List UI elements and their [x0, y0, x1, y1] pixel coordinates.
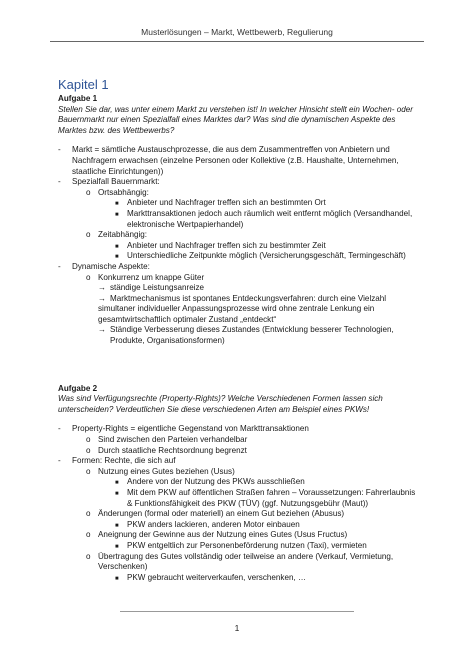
- bullet-marker: ■: [115, 243, 119, 250]
- list-item: [58, 283, 420, 294]
- list-item-text: ständige Leistungsanreize: [110, 283, 205, 293]
- list-item-text: Andere von der Nutzung des PKWs ausschließen: [127, 477, 305, 487]
- list-item-text: Sind zwischen den Parteien verhandelbar: [98, 435, 248, 445]
- bullet-marker: →: [98, 283, 106, 293]
- chapter-title: Kapitel 1: [58, 77, 109, 92]
- list-item: [58, 145, 420, 177]
- bullet-marker: o: [86, 530, 91, 540]
- list-item-text: Dynamische Aspekte:: [72, 261, 150, 271]
- list-item: [58, 241, 420, 252]
- list-item-text: Nutzung eines Gutes beziehen (Usus): [98, 466, 235, 476]
- list-item-text: PKW entgeltlich zur Personenbeförderung nutzen (Taxi), vermieten: [127, 540, 367, 550]
- list-item-text: Anbieter und Nachfrager treffen sich an bestimmten Ort: [127, 198, 326, 208]
- bullet-marker: o: [86, 445, 91, 455]
- bullet-marker: ■: [115, 201, 119, 208]
- list-item: [58, 262, 420, 273]
- list-item: [58, 488, 420, 509]
- list-item: [58, 273, 420, 284]
- bullet-marker: o: [86, 435, 91, 445]
- bullet-marker: -: [58, 261, 61, 271]
- list-item: [58, 467, 420, 478]
- main-content: [58, 77, 420, 593]
- bullet-marker: ■: [115, 480, 119, 487]
- list-item-text: Änderungen (formal oder materiell) an einem Gut beziehen (Abusus): [98, 509, 345, 519]
- list-item: [58, 530, 420, 541]
- section-spacer: [58, 357, 420, 384]
- bullet-marker: ■: [115, 543, 119, 550]
- aufgabe-1-answer-list: [58, 145, 420, 346]
- list-item: [58, 209, 420, 230]
- aufgabe-2-heading: Aufgabe 2: [58, 383, 98, 393]
- bullet-marker: o: [86, 272, 91, 282]
- bullet-marker: o: [86, 466, 91, 476]
- list-item: [58, 198, 420, 209]
- list-item: [58, 456, 420, 467]
- list-item-text: Unterschiedliche Zeitpunkte möglich (Versicherungsgeschäft, Termingeschäft): [127, 251, 406, 261]
- page-number: 1: [234, 623, 240, 633]
- bullet-marker: -: [58, 456, 61, 466]
- list-item-text: Zeitabhängig:: [98, 230, 148, 240]
- list-item-text: Übertragung des Gutes vollständig oder teilweise an andere (Verkauf, Vermietung, Verschenken): [98, 551, 394, 572]
- list-item-text: Formen: Rechte, die sich auf: [72, 456, 176, 466]
- list-item: [58, 188, 420, 199]
- list-item-text: Markt = sämtliche Austauschprozesse, die aus dem Zusammentreffen von Anbietern und Nachfragern erwachsen (einzelne Personen oder Kollektive (z.B. Haushalte, Unternehmen, staatliche Einrichtungen)): [72, 145, 399, 176]
- bullet-marker: ■: [115, 575, 119, 582]
- list-item: [58, 251, 420, 262]
- list-item-text: Durch staatliche Rechtsordnung begrenzt: [98, 445, 247, 455]
- list-item: [58, 230, 420, 241]
- list-item-text: PKW gebraucht weiterverkaufen, verschenken, …: [127, 572, 307, 582]
- aufgabe-2-answer-list: [58, 424, 420, 583]
- bullet-marker: ■: [115, 491, 119, 497]
- list-item: [58, 325, 420, 346]
- list-item-text: Marktmechanismus ist spontanes Entdeckungsverfahren: durch eine Vielzahl: [110, 293, 387, 303]
- list-item: [58, 446, 420, 457]
- bullet-marker: ■: [115, 211, 119, 218]
- header-rule: [50, 41, 424, 42]
- bullet-marker: ■: [115, 254, 119, 261]
- list-item-text: Ortsabhängig:: [98, 187, 149, 197]
- bullet-marker: -: [58, 424, 61, 434]
- bullet-marker: o: [86, 509, 91, 519]
- list-item: [58, 177, 420, 188]
- list-item-text: Aneignung der Gewinne aus der Nutzung eines Gutes (Usus Fructus): [98, 530, 348, 540]
- list-item-text: Markttransaktionen jedoch auch räumlich weit entfernt möglich (Versandhandel, elektronische Wertpapierhandel): [127, 208, 413, 229]
- list-item: [58, 435, 420, 446]
- list-item-text: Mit dem PKW auf öffentlichen Straßen fahren – Voraussetzungen: Fahrerlaubnis & Funktionsfähigkeit des PKW (TÜV) (ggf. Nutzungsgebühr (Maut)): [127, 488, 416, 508]
- footer-rule: [120, 611, 354, 612]
- list-item-text: Konkurrenz um knappe Güter: [98, 272, 205, 282]
- list-item: [58, 477, 420, 488]
- aufgabe-2-question: Was sind Verfügungsrechte (Property-Rights)? Welche Verschiedenen Formen lassen sich unterscheiden? Verdeutlichen Sie diese verschiedenen Arten am Beispiel eines PKWs!: [58, 394, 383, 414]
- list-item: [58, 304, 420, 325]
- list-item-text: Property-Rights = eigentliche Gegenstand von Markttransaktionen: [72, 424, 309, 434]
- bullet-marker: →: [98, 293, 106, 303]
- list-item: [58, 520, 420, 531]
- list-item: [58, 541, 420, 552]
- list-item: [58, 424, 420, 435]
- bullet-marker: o: [86, 187, 91, 197]
- list-item-text: PKW anders lackieren, anderen Motor einbauen: [127, 519, 300, 529]
- list-item-text: Spezialfall Bauernmarkt:: [72, 177, 160, 187]
- aufgabe-1-heading: Aufgabe 1: [58, 94, 98, 103]
- aufgabe-1-question: Stellen Sie dar, was unter einem Markt zu verstehen ist! In welcher Hinsicht stellt ein Wochen- oder Bauernmarkt nur einen Spezialfall eines Marktes dar? Was sind die dynamischen Aspekte des Marktes bzw. des Wettbewerbs?: [58, 104, 413, 135]
- bullet-marker: -: [58, 177, 61, 187]
- list-item: [58, 294, 420, 305]
- list-item: [58, 509, 420, 520]
- list-item-text: Ständige Verbesserung dieses Zustandes (Entwicklung besserer Technologien, Produkte, Organisationsformen): [110, 325, 394, 346]
- list-item-text: simultaner individueller Anpassungsprozesse wird ohne zentrale Lenkung ein gesamtwirtschaftlich optimaler Zustand „entdeckt“: [98, 304, 375, 324]
- running-header: Musterlösungen – Markt, Wettbewerb, Regulierung: [141, 27, 333, 37]
- list-item: [58, 573, 420, 584]
- bullet-marker: →: [98, 325, 106, 335]
- list-item: [58, 552, 420, 573]
- bullet-marker: o: [86, 551, 91, 561]
- bullet-marker: ■: [115, 522, 119, 529]
- bullet-marker: -: [58, 145, 61, 155]
- bullet-marker: o: [86, 230, 91, 240]
- list-item-text: Anbieter und Nachfrager treffen sich zu bestimmter Zeit: [127, 240, 326, 250]
